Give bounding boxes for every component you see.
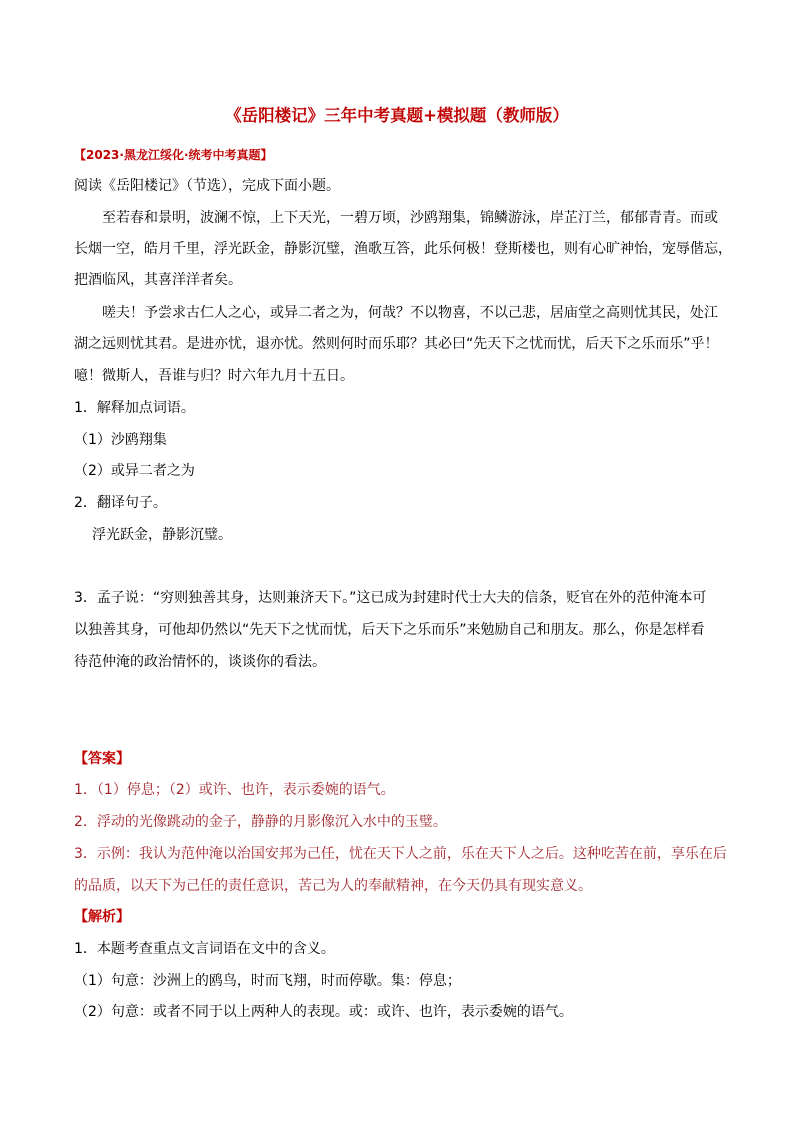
question-1-1: （1）沙鸥翔集 [74, 432, 167, 448]
analysis-line: 1．本题考查重点文言词语在文中的含义。 [74, 941, 335, 957]
question-1-2: （2）或异二者之为 [74, 463, 195, 479]
answer-3-line: 的品质，以天下为己任的责任意识，苦己为人的奉献精神，在今天仍具有现实意义。 [74, 878, 592, 894]
instruction-text: 阅读《岳阳楼记》（节选），完成下面小题。 [74, 178, 340, 194]
question-3-line: 待范仲淹的政治情怀的，谈谈你的看法。 [74, 654, 326, 670]
answer-1: 1．（1）停息；（2）或许、也许，表示委婉的语气。 [74, 782, 395, 798]
question-1: 1．解释加点词语。 [74, 400, 195, 416]
passage-line: 长烟一空，皓月千里，浮光跃金，静影沉璧，渔歌互答，此乐何极！登斯楼也，则有心旷神怡，宠辱偕忘， [74, 241, 732, 257]
passage-line: 把酒临风，其喜洋洋者矣。 [74, 272, 242, 288]
question-2: 2．翻译句子。 [74, 495, 167, 511]
analysis-line: （1）句意：沙洲上的鸥鸟，时而飞翔，时而停歇。集：停息； [74, 973, 461, 989]
question-3-line: 3．孟子说：“穷则独善其身，达则兼济天下。”这已成为封建时代士大夫的信条，贬官在外的范仲淹本可 [74, 590, 707, 606]
question-2-text: 浮光跃金，静影沉璧。 [92, 527, 232, 543]
page-title: 《岳阳楼记》三年中考真题+模拟题（教师版） [225, 106, 569, 125]
passage-line: 嗟夫！予尝求古仁人之心，或异二者之为，何哉？不以物喜，不以己悲，居庙堂之高则忧其民，处江 [102, 305, 718, 321]
answer-2: 2．浮动的光像跳动的金子，静静的月影像沉入水中的玉璧。 [74, 814, 447, 830]
analysis-line: （2）句意：或者不同于以上两种人的表现。或：或许、也许，表示委婉的语气。 [74, 1004, 573, 1020]
passage-line: 至若春和景明，波澜不惊，上下天光，一碧万顷，沙鸥翔集，锦鳞游泳，岸芷汀兰，郁郁青青。而或 [102, 210, 718, 226]
answer-3-line: 3．示例：我认为范仲淹以治国安邦为己任，忧在天下人之前，乐在天下人之后。这种吃苦在前，享乐在后 [74, 846, 727, 862]
passage-line: 湖之远则忧其君。是进亦忧，退亦忧。然则何时而乐耶？其必曰“先天下之忧而忧，后天下之乐而乐”乎！ [74, 336, 719, 352]
source-label: 【2023·黑龙江绥化·统考中考真题】 [74, 148, 273, 162]
passage-line: 噫！微斯人，吾谁与归？时六年九月十五日。 [74, 368, 354, 384]
question-3-line: 以独善其身，可他却仍然以“先天下之忧而忧，后天下之乐而乐”来勉励自己和朋友。那么，你是怎样看 [74, 622, 705, 638]
answer-header: 【答案】 [74, 751, 130, 767]
analysis-header: 【解析】 [74, 909, 130, 925]
